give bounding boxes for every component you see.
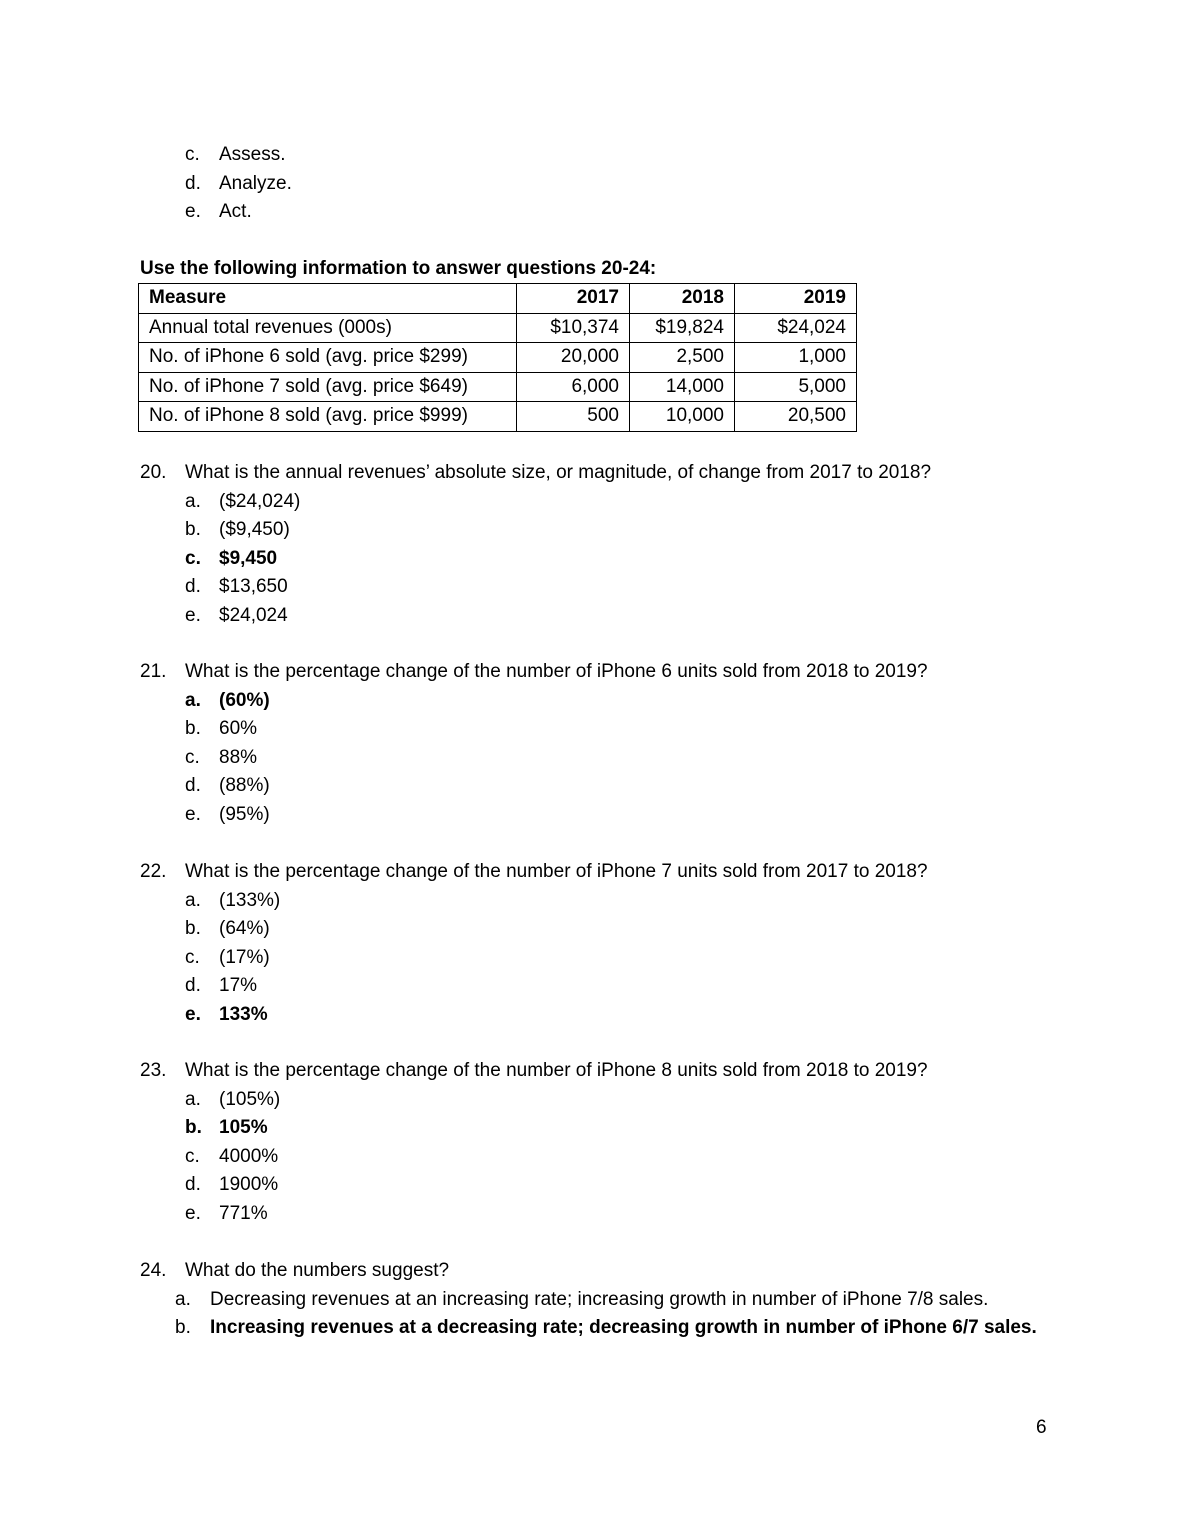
option-letter: e. bbox=[185, 201, 201, 223]
option-letter: b. bbox=[175, 1317, 191, 1339]
option-text: 771% bbox=[219, 1202, 268, 1224]
option-letter: c. bbox=[185, 1145, 200, 1167]
option-letter: e. bbox=[185, 1202, 201, 1224]
option bbox=[0, 516, 1190, 545]
option bbox=[0, 1314, 1190, 1343]
question-number: 21. bbox=[140, 661, 167, 682]
table-cell: 6,000 bbox=[517, 372, 630, 402]
table-cell: 10,000 bbox=[630, 402, 735, 432]
option-letter: b. bbox=[185, 1117, 202, 1139]
option-letter: e. bbox=[185, 604, 201, 626]
table-cell: 2,500 bbox=[630, 343, 735, 373]
question-text: What is the percentage change of the number of iPhone 6 units sold from 2018 to 2019? bbox=[185, 661, 928, 682]
table-cell: No. of iPhone 8 sold (avg. price $999) bbox=[139, 402, 517, 432]
table-cell: 1,000 bbox=[735, 343, 857, 373]
option bbox=[0, 772, 1190, 801]
option-text: (95%) bbox=[219, 803, 270, 825]
table-cell: $19,824 bbox=[630, 313, 735, 343]
table-header-row bbox=[139, 284, 857, 314]
section-heading: Use the following information to answer questions 20-24: bbox=[140, 258, 657, 279]
option-letter: c. bbox=[185, 946, 200, 968]
option bbox=[0, 1200, 1190, 1229]
table-row bbox=[139, 313, 857, 343]
question-20 bbox=[0, 459, 1190, 631]
question-text: What is the annual revenues’ absolute size, or magnitude, of change from 2017 to 2018? bbox=[185, 462, 932, 483]
option bbox=[0, 1086, 1190, 1115]
option-text: (64%) bbox=[219, 918, 270, 940]
option-letter: a. bbox=[185, 1088, 201, 1110]
page-number: 6 bbox=[1036, 1417, 1047, 1438]
option-text: (105%) bbox=[219, 1088, 281, 1110]
option-letter: e. bbox=[185, 1003, 201, 1025]
question-24 bbox=[0, 1257, 1190, 1343]
option bbox=[0, 801, 1190, 830]
option-text: (60%) bbox=[219, 689, 270, 711]
option-text: 105% bbox=[219, 1117, 268, 1139]
table-cell: 500 bbox=[517, 402, 630, 432]
correct-option bbox=[0, 545, 1190, 574]
option-letter: b. bbox=[185, 519, 201, 541]
question-number: 22. bbox=[140, 861, 167, 882]
table-cell: No. of iPhone 6 sold (avg. price $299) bbox=[139, 343, 517, 373]
correct-option bbox=[0, 1001, 1190, 1030]
question-stem bbox=[0, 658, 1190, 687]
option-text: Analyze. bbox=[219, 172, 292, 194]
question-text: What do the numbers suggest? bbox=[185, 1260, 450, 1281]
option bbox=[0, 141, 1190, 170]
option-letter: e. bbox=[185, 803, 201, 825]
question-stem bbox=[0, 1057, 1190, 1086]
option-letter: a. bbox=[185, 689, 201, 711]
option-text: Act. bbox=[219, 201, 252, 223]
option bbox=[0, 744, 1190, 773]
question-number: 24. bbox=[140, 1260, 167, 1281]
table-cell: $10,374 bbox=[517, 313, 630, 343]
table-cell: No. of iPhone 7 sold (avg. price $649) bbox=[139, 372, 517, 402]
option-letter: d. bbox=[185, 172, 201, 194]
option bbox=[0, 915, 1190, 944]
table-row bbox=[139, 372, 857, 402]
header-cell: 2017 bbox=[517, 284, 630, 314]
option-text: ($24,024) bbox=[219, 490, 301, 512]
table-cell: $24,024 bbox=[735, 313, 857, 343]
question-stem bbox=[0, 1257, 1190, 1286]
option-text: 60% bbox=[219, 718, 258, 740]
option-letter: a. bbox=[185, 490, 201, 512]
question-stem bbox=[0, 858, 1190, 887]
table-cell: Annual total revenues (000s) bbox=[139, 313, 517, 343]
option bbox=[0, 972, 1190, 1001]
option bbox=[0, 887, 1190, 916]
question-number: 20. bbox=[140, 462, 167, 483]
data-table bbox=[138, 283, 857, 432]
question-stem bbox=[0, 459, 1190, 488]
question-text: What is the percentage change of the number of iPhone 8 units sold from 2018 to 2019? bbox=[185, 1060, 928, 1081]
option bbox=[0, 715, 1190, 744]
option-text: Increasing revenues at a decreasing rate; decreasing growth in number of iPhone 6/7 sales. bbox=[210, 1317, 1037, 1339]
option-letter: b. bbox=[185, 718, 201, 740]
option bbox=[0, 602, 1190, 631]
question-number: 23. bbox=[140, 1060, 167, 1081]
option-text: (133%) bbox=[219, 889, 281, 911]
option bbox=[0, 1286, 1190, 1315]
option-text: (88%) bbox=[219, 775, 270, 797]
option-letter: d. bbox=[185, 975, 201, 997]
table-row bbox=[139, 343, 857, 373]
table-cell: 5,000 bbox=[735, 372, 857, 402]
correct-option bbox=[0, 1114, 1190, 1143]
question-21 bbox=[0, 658, 1190, 830]
option-text: $9,450 bbox=[219, 547, 278, 569]
option bbox=[0, 170, 1190, 199]
option-text: ($9,450) bbox=[219, 519, 290, 541]
table-cell: 20,500 bbox=[735, 402, 857, 432]
option-text: $24,024 bbox=[219, 604, 288, 626]
question-23 bbox=[0, 1057, 1190, 1229]
option-letter: b. bbox=[185, 918, 201, 940]
option-text: Decreasing revenues at an increasing rate; increasing growth in number of iPhone 7/8 sales. bbox=[210, 1288, 989, 1310]
option-text: (17%) bbox=[219, 946, 270, 968]
option-letter: c. bbox=[185, 547, 201, 569]
table-cell: 20,000 bbox=[517, 343, 630, 373]
option-letter: c. bbox=[185, 144, 200, 165]
correct-option bbox=[0, 687, 1190, 716]
option bbox=[0, 1171, 1190, 1200]
option-text: 1900% bbox=[219, 1174, 279, 1196]
option bbox=[0, 1143, 1190, 1172]
header-cell: Measure bbox=[139, 284, 517, 314]
header-cell: 2018 bbox=[630, 284, 735, 314]
header-cell: 2019 bbox=[735, 284, 857, 314]
option-letter: c. bbox=[185, 746, 200, 768]
question-text: What is the percentage change of the number of iPhone 7 units sold from 2017 to 2018? bbox=[185, 861, 928, 882]
previous-question-options bbox=[0, 141, 1190, 227]
option bbox=[0, 198, 1190, 227]
option-text: 133% bbox=[219, 1003, 268, 1025]
option-text: $13,650 bbox=[219, 576, 288, 598]
option-text: 17% bbox=[219, 975, 258, 997]
question-22 bbox=[0, 858, 1190, 1030]
option bbox=[0, 944, 1190, 973]
table-row bbox=[139, 402, 857, 432]
option-letter: d. bbox=[185, 775, 201, 797]
option bbox=[0, 573, 1190, 602]
option-text: 88% bbox=[219, 746, 258, 768]
option-letter: a. bbox=[185, 889, 201, 911]
option-letter: a. bbox=[175, 1288, 191, 1310]
option-letter: d. bbox=[185, 1174, 201, 1196]
option bbox=[0, 488, 1190, 517]
table-cell: 14,000 bbox=[630, 372, 735, 402]
option-text: 4000% bbox=[219, 1145, 279, 1167]
option-text: Assess. bbox=[219, 144, 286, 165]
option-letter: d. bbox=[185, 576, 201, 598]
